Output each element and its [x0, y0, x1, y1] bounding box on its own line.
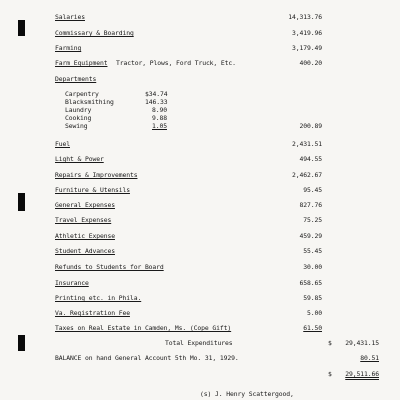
total-label: Total Expenditures	[165, 339, 233, 347]
line-amount: 2,431.51	[292, 140, 322, 148]
ledger-line	[55, 201, 380, 210]
balance-line	[55, 354, 380, 363]
department-name: Laundry	[65, 106, 92, 114]
ledger-line	[55, 171, 380, 180]
total-line	[55, 339, 380, 348]
department-name: Sewing	[65, 122, 88, 130]
line-amount: 61.50	[303, 324, 322, 332]
line-amount: 95.45	[303, 186, 322, 194]
line-label: General Expenses	[55, 201, 115, 209]
line-amount: 55.45	[303, 247, 322, 255]
ledger-line	[55, 263, 380, 272]
ledger-line	[55, 140, 380, 149]
department-name: Cooking	[65, 114, 92, 122]
ledger-line	[55, 75, 380, 84]
ledger-line	[55, 294, 380, 303]
balance-label: BALANCE on hand General Account 5th Mo. 31, 1929.	[55, 354, 239, 362]
line-amount: 75.25	[303, 216, 322, 224]
line-label: Farming	[55, 44, 82, 52]
ledger-line	[55, 29, 380, 38]
line-label: Taxes on Real Estate in Camden, Ms. (Cope Gift)	[55, 324, 232, 332]
line-amount: 3,419.96	[292, 29, 322, 37]
ledger-line	[55, 44, 380, 53]
binding-mark-middle	[18, 193, 25, 211]
line-label: Athletic Expense	[55, 232, 115, 240]
line-amount: 5.00	[307, 309, 322, 317]
line-amount: 400.20	[299, 59, 322, 67]
ledger-line	[55, 186, 380, 195]
line-label: Student Advances	[55, 247, 115, 255]
department-amount: 8.90	[152, 106, 167, 114]
line-amount: 494.55	[299, 155, 322, 163]
departments-total: 200.89	[299, 122, 322, 130]
ledger-line	[55, 216, 380, 225]
line-amount: 14,313.76	[288, 13, 322, 21]
balance-amount: 80.51	[360, 354, 379, 362]
signature-text: (s) J. Henry Scattergood,	[200, 390, 294, 398]
grand-total-line	[55, 370, 380, 379]
line-label: Repairs & Improvements	[55, 171, 138, 179]
department-amount: 146.33	[145, 98, 168, 106]
department-name: Carpentry	[65, 90, 99, 98]
line-amount: 658.65	[299, 279, 322, 287]
total-dollar-sign: $	[328, 339, 332, 347]
line-label: Departments	[55, 75, 97, 83]
line-description: Tractor, Plows, Ford Truck, Etc.	[116, 59, 236, 67]
ledger-line	[55, 247, 380, 256]
binding-mark-top	[18, 20, 25, 36]
ledger-line	[55, 324, 380, 333]
line-label: Commissary & Boarding	[55, 29, 134, 37]
line-label: Furniture & Utensils	[55, 186, 130, 194]
grand-total-amount: 29,511.66	[345, 370, 379, 378]
ledger-line	[55, 155, 380, 164]
line-label: Travel Expenses	[55, 216, 112, 224]
grand-dollar-sign: $	[328, 370, 332, 378]
line-label: Salaries	[55, 13, 85, 21]
ledger-line	[55, 13, 380, 22]
department-amount: 9.88	[152, 114, 167, 122]
line-amount: 2,462.67	[292, 171, 322, 179]
line-amount: 827.76	[299, 201, 322, 209]
line-amount: 30.00	[303, 263, 322, 271]
total-amount: 29,431.15	[345, 339, 379, 347]
line-label: Light & Power	[55, 155, 104, 163]
line-amount: 59.85	[303, 294, 322, 302]
line-label: Refunds to Students for Board	[55, 263, 164, 271]
line-label: Va. Registration Fee	[55, 309, 130, 317]
line-label: Insurance	[55, 279, 89, 287]
line-amount: 3,179.49	[292, 44, 322, 52]
ledger-line	[55, 59, 380, 68]
binding-mark-bottom	[18, 335, 25, 351]
department-amount: $34.74	[145, 90, 168, 98]
ledger-line	[55, 309, 380, 318]
line-label: Printing etc. in Phila.	[55, 294, 142, 302]
ledger-line	[55, 279, 380, 288]
signature-line	[200, 390, 380, 399]
department-amount: 1.05	[152, 122, 167, 130]
line-label: Fuel	[55, 140, 70, 148]
ledger-line	[55, 232, 380, 241]
department-row	[55, 122, 380, 131]
department-name: Blacksmithing	[65, 98, 114, 106]
line-amount: 459.29	[299, 232, 322, 240]
line-label: Farm Equipment	[55, 59, 108, 67]
